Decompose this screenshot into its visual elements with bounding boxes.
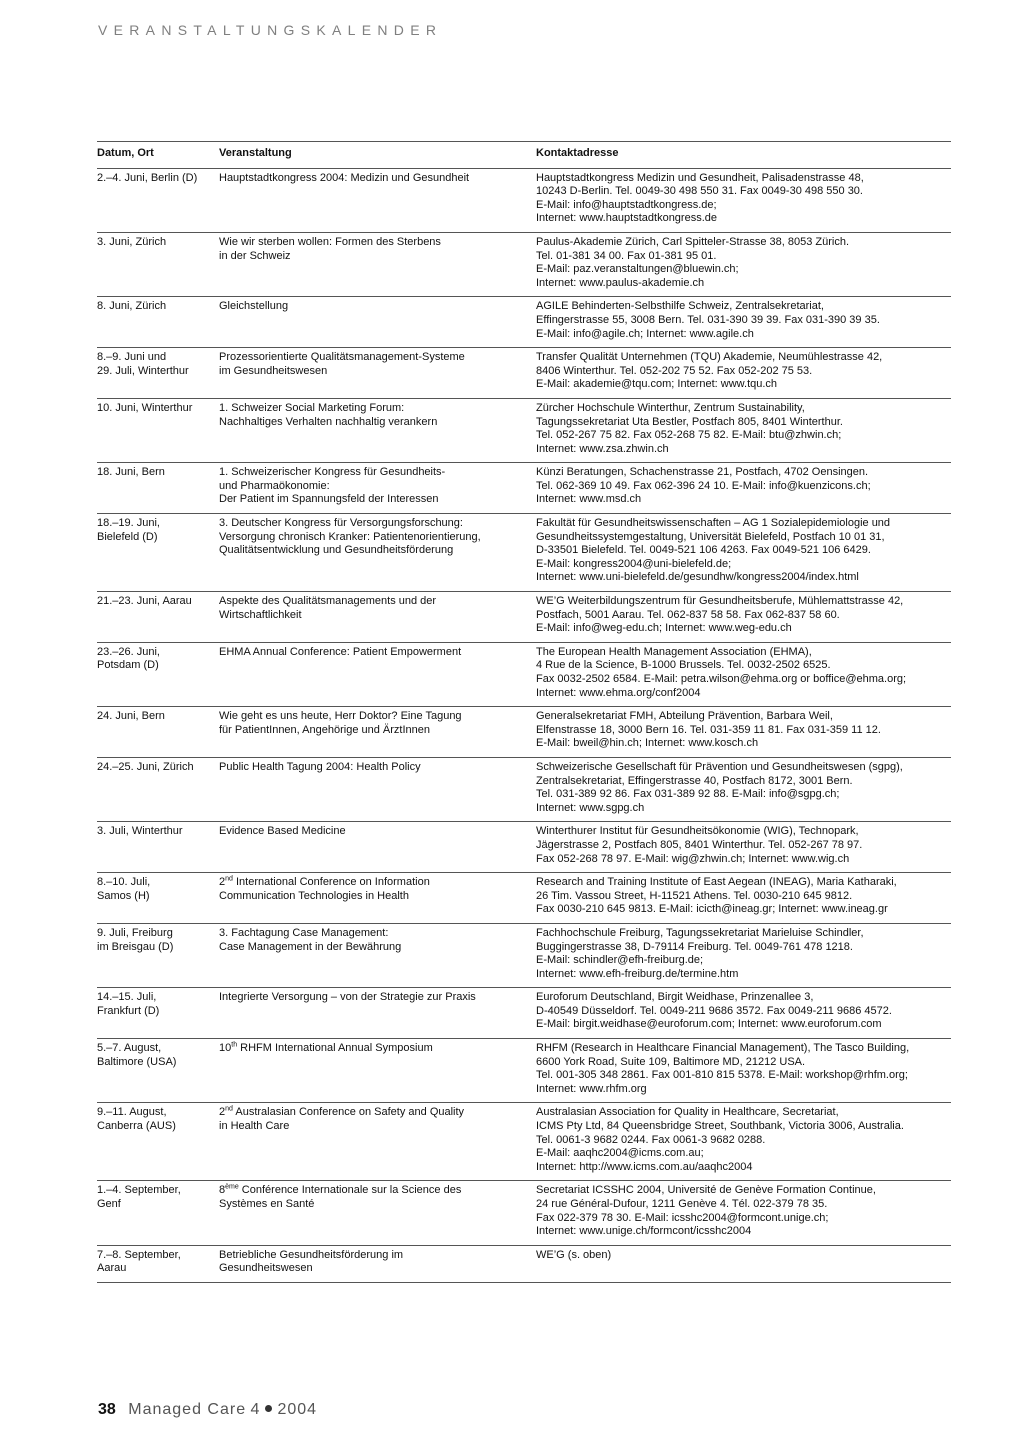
event-calendar-table	[97, 141, 951, 1283]
page-number: 38	[98, 1401, 116, 1418]
event-line	[219, 1262, 536, 1276]
cell-contact	[536, 592, 951, 643]
event-text: Gesundheitswesen	[219, 1262, 313, 1275]
contact-line: Internet: www.zsa.zhwin.ch	[536, 442, 669, 455]
cell-event	[219, 1181, 536, 1245]
contact-line: Transfer Qualität Unternehmen (TQU) Akademie, Neumühlestrasse 42,	[536, 351, 883, 364]
cell-date-location	[97, 398, 219, 462]
contact-line: Tel. 031-389 92 86. Fax 031-389 92 88. E-Mail: info@sgpg.ch;	[536, 788, 840, 801]
cell-date-location	[97, 923, 219, 987]
contact-line: Secretariat ICSSHC 2004, Université de Genève Formation Continue,	[536, 1184, 876, 1197]
event-line	[219, 761, 536, 775]
cell-date-location	[97, 463, 219, 514]
contact-line: Internet: http://www.icms.com.au/aaqhc2004	[536, 1160, 753, 1173]
contact-line: E-Mail: info@weg-edu.ch; Internet: www.weg-edu.ch	[536, 622, 792, 635]
event-text: Conférence Internationale sur la Science des	[238, 1184, 462, 1197]
event-text: Der Patient im Spannungsfeld der Interessen	[219, 493, 439, 506]
date-line: 23.–26. Juni,	[97, 645, 160, 658]
date-line: 10. Juni, Winterthur	[97, 401, 193, 414]
cell-event	[219, 707, 536, 758]
event-line	[219, 365, 536, 379]
ordinal-suffix: ème	[225, 1183, 239, 1191]
separator-dot-icon	[265, 1405, 272, 1412]
contact-line: Tel. 0061-3 9682 0244. Fax 0061-3 9682 0288.	[536, 1133, 766, 1146]
contact-line: D-40549 Düsseldorf. Tel. 0049-211 9686 3572. Fax 0049-211 9686 4572.	[536, 1004, 892, 1017]
event-text: RHFM International Annual Symposium	[237, 1042, 433, 1055]
date-line: 14.–15. Juli,	[97, 991, 157, 1004]
event-text: 3. Fachtagung Case Management:	[219, 926, 389, 939]
contact-line: 24 rue Général-Dufour, 1211 Genève 4. Tél. 022-379 78 35.	[536, 1198, 828, 1210]
contact-line: AGILE Behinderten-Selbsthilfe Schweiz, Zentralsekretariat,	[536, 300, 824, 313]
contact-line: ICMS Pty Ltd, 84 Queensbridge Street, Southbank, Victoria 3006, Australia.	[536, 1120, 904, 1133]
cell-event	[219, 232, 536, 296]
date-line: Baltimore (USA)	[97, 1055, 177, 1068]
contact-line: E-Mail: info@hauptstadtkongress.de;	[536, 198, 717, 211]
contact-line: E-Mail: schindler@efh-freiburg.de;	[536, 954, 704, 967]
event-line	[219, 1106, 536, 1120]
contact-line: Internet: www.rhfm.org	[536, 1082, 647, 1095]
cell-contact	[536, 707, 951, 758]
event-line	[219, 1184, 536, 1198]
event-line	[219, 250, 536, 264]
cell-contact	[536, 463, 951, 514]
cell-event	[219, 168, 536, 232]
contact-line: E-Mail: paz.veranstaltungen@bluewin.ch;	[536, 263, 739, 276]
event-text: Systèmes en Santé	[219, 1198, 315, 1210]
contact-line: Internet: www.ehma.org/conf2004	[536, 686, 701, 699]
magazine-name: Managed Care	[128, 1401, 247, 1418]
date-line: 8. Juni, Zürich	[97, 300, 167, 313]
issue-year: 2004	[277, 1401, 318, 1418]
contact-line: Gesundheitssystemgestaltung, Universität Bielefeld, Postfach 10 01 31,	[536, 530, 885, 543]
event-line	[219, 351, 536, 365]
contact-line: WE’G Weiterbildungszentrum für Gesundheitsberufe, Mühlemattstrasse 42,	[536, 595, 904, 608]
cell-date-location	[97, 297, 219, 348]
contact-line: RHFM (Research in Healthcare Financial Management), The Tasco Building,	[536, 1042, 910, 1055]
date-line: Frankfurt (D)	[97, 1004, 160, 1017]
event-text: Prozessorientierte Qualitätsmanagement-Systeme	[219, 351, 465, 364]
event-text: Gleichstellung	[219, 300, 289, 313]
table-row	[97, 232, 951, 296]
event-text: für PatientInnen, Angehörige und ÄrztInnen	[219, 723, 430, 736]
table-row	[97, 592, 951, 643]
contact-line: Effingerstrasse 55, 3008 Bern. Tel. 031-390 39 39. Fax 031-390 39 35.	[536, 313, 880, 326]
cell-event	[219, 873, 536, 924]
contact-line: Australasian Association for Quality in Healthcare, Secretariat,	[536, 1106, 839, 1119]
event-text: Qualitätsentwicklung und Gesundheitsförderung	[219, 544, 454, 557]
date-line: 8.–9. Juni und	[97, 351, 167, 364]
cell-contact	[536, 514, 951, 592]
cell-date-location	[97, 348, 219, 399]
ordinal-suffix: nd	[225, 875, 233, 883]
header-contact: Kontaktadresse	[536, 142, 951, 169]
contact-line: Tagungssekretariat Uta Bestler, Postfach 805, 8401 Winterthur.	[536, 415, 843, 428]
contact-line: Internet: www.paulus-akademie.ch	[536, 276, 705, 289]
event-text: 1. Schweizerischer Kongress für Gesundheits-	[219, 466, 446, 479]
table-row	[97, 1181, 951, 1245]
event-line	[219, 710, 536, 724]
contact-line: Tel. 01-381 34 00. Fax 01-381 95 01.	[536, 249, 717, 262]
date-line: 1.–4. September,	[97, 1184, 181, 1197]
cell-event	[219, 822, 536, 873]
contact-line: Paulus-Akademie Zürich, Carl Spitteler-Strasse 38, 8053 Zürich.	[536, 235, 850, 248]
cell-event	[219, 297, 536, 348]
event-line	[219, 480, 536, 494]
date-line: 3. Juli, Winterthur	[97, 825, 183, 838]
cell-date-location	[97, 514, 219, 592]
table-body	[97, 168, 951, 1282]
cell-date-location	[97, 757, 219, 821]
date-line: Bielefeld (D)	[97, 530, 158, 543]
table-row	[97, 514, 951, 592]
date-line: 3. Juni, Zürich	[97, 235, 167, 248]
contact-line: The European Health Management Association (EHMA),	[536, 645, 812, 658]
page-footer	[98, 1401, 317, 1419]
event-text: in der Schweiz	[219, 249, 291, 262]
table-row	[97, 923, 951, 987]
cell-date-location	[97, 168, 219, 232]
table-row	[97, 873, 951, 924]
event-text: Hauptstadtkongress 2004: Medizin und Gesundheit	[219, 171, 470, 184]
contact-line: Hauptstadtkongress Medizin und Gesundheit, Palisadenstrasse 48,	[536, 171, 864, 184]
event-text: und Pharmaökonomie:	[219, 479, 330, 492]
ordinal-number: 10	[219, 1042, 232, 1055]
cell-date-location	[97, 592, 219, 643]
cell-contact	[536, 822, 951, 873]
date-line: 24. Juni, Bern	[97, 710, 165, 723]
cell-event	[219, 1245, 536, 1282]
contact-line: Künzi Beratungen, Schachenstrasse 21, Postfach, 4702 Oensingen.	[536, 466, 869, 479]
contact-line: Winterthurer Institut für Gesundheitsökonomie (WIG), Technopark,	[536, 825, 859, 838]
event-line	[219, 876, 536, 890]
cell-date-location	[97, 1103, 219, 1181]
date-line: 24.–25. Juni, Zürich	[97, 760, 194, 773]
cell-event	[219, 757, 536, 821]
event-line	[219, 300, 536, 314]
date-line: 9.–11. August,	[97, 1106, 167, 1119]
date-line: 9. Juli, Freiburg	[97, 926, 173, 939]
contact-line: 10243 D-Berlin. Tel. 0049-30 498 550 31. Fax 0049-30 498 550 30.	[536, 185, 863, 198]
table-row	[97, 1103, 951, 1181]
cell-event	[219, 398, 536, 462]
contact-line: Fax 022-379 78 30. E-Mail: icsshc2004@formcont.unige.ch;	[536, 1211, 829, 1224]
event-text: Case Management in der Bewährung	[219, 940, 402, 953]
event-text: Versorgung chronisch Kranker: Patientenorientierung,	[219, 530, 481, 543]
contact-line: Internet: www.msd.ch	[536, 493, 642, 506]
issue-number: 4	[250, 1401, 261, 1418]
event-text: Communication Technologies in Health	[219, 889, 409, 902]
contact-line: Schweizerische Gesellschaft für Prävention und Gesundheitswesen (sgpg),	[536, 760, 903, 773]
date-line: Genf	[97, 1198, 121, 1210]
cell-event	[219, 988, 536, 1039]
date-line: 21.–23. Juni, Aarau	[97, 595, 192, 608]
contact-line: E-Mail: akademie@tqu.com; Internet: www.tqu.ch	[536, 378, 778, 391]
cell-date-location	[97, 822, 219, 873]
cell-event	[219, 1103, 536, 1181]
event-line	[219, 416, 536, 430]
ordinal-suffix: th	[231, 1041, 238, 1049]
cell-contact	[536, 923, 951, 987]
table-row	[97, 398, 951, 462]
contact-line: 26 Tim. Vassou Street, H-11521 Athens. Tel. 0030-210 645 9812.	[536, 889, 853, 902]
contact-line: Zürcher Hochschule Winterthur, Zentrum Sustainability,	[536, 401, 805, 414]
event-text: 1. Schweizer Social Marketing Forum:	[219, 401, 405, 414]
cell-event	[219, 1039, 536, 1103]
contact-line: 8406 Winterthur. Tel. 052-202 75 52. Fax 052-202 75 53.	[536, 364, 813, 377]
event-text: im Gesundheitswesen	[219, 364, 328, 377]
event-text: Nachhaltiges Verhalten nachhaltig verankern	[219, 415, 438, 428]
cell-contact	[536, 1245, 951, 1282]
cell-event	[219, 642, 536, 706]
contact-line: Postfach, 5001 Aarau. Tel. 062-837 58 58. Fax 062-837 58 60.	[536, 608, 840, 621]
contact-line: Internet: www.sgpg.ch	[536, 801, 645, 814]
ordinal-number: 2	[219, 876, 226, 889]
cell-event	[219, 348, 536, 399]
event-text: Betriebliche Gesundheitsförderung im	[219, 1248, 404, 1261]
date-line: 18.–19. Juni,	[97, 517, 160, 530]
table-row	[97, 463, 951, 514]
contact-line: Euroforum Deutschland, Birgit Weidhase, Prinzenallee 3,	[536, 991, 814, 1004]
contact-line: Jägerstrasse 2, Postfach 805, 8401 Winterthur. Tel. 052-267 78 97.	[536, 838, 863, 851]
cell-contact	[536, 1181, 951, 1245]
contact-line: Fachhochschule Freiburg, Tagungssekretariat Marieluise Schindler,	[536, 926, 864, 939]
cell-event	[219, 463, 536, 514]
cell-contact	[536, 297, 951, 348]
event-line	[219, 1120, 536, 1134]
event-line	[219, 825, 536, 839]
table-row	[97, 348, 951, 399]
date-line: Samos (H)	[97, 889, 150, 902]
cell-contact	[536, 168, 951, 232]
cell-date-location	[97, 232, 219, 296]
cell-date-location	[97, 1245, 219, 1282]
event-line	[219, 544, 536, 558]
table-row	[97, 1039, 951, 1103]
event-line	[219, 595, 536, 609]
event-text: International Conference on Information	[232, 876, 430, 889]
event-text: Integrierte Versorgung – von der Strategie zur Praxis	[219, 991, 476, 1004]
cell-contact	[536, 398, 951, 462]
table-row	[97, 168, 951, 232]
cell-contact	[536, 1103, 951, 1181]
contact-line: D-33501 Bielefeld. Tel. 0049-521 106 4263. Fax 0049-521 106 6429.	[536, 544, 871, 557]
event-line	[219, 531, 536, 545]
contact-line: Internet: www.unige.ch/formcont/icsshc2004	[536, 1225, 752, 1238]
cell-contact	[536, 642, 951, 706]
event-line	[219, 466, 536, 480]
contact-line: E-Mail: bweil@hin.ch; Internet: www.kosch.ch	[536, 737, 759, 750]
contact-line: E-Mail: kongress2004@uni-bielefeld.de;	[536, 557, 732, 570]
contact-line: Fax 0032-2502 6584. E-Mail: petra.wilson@ehma.org or boffice@ehma.org;	[536, 673, 907, 685]
table-header-row	[97, 142, 951, 169]
date-line: 29. Juli, Winterthur	[97, 364, 189, 377]
contact-line: E-Mail: info@agile.ch; Internet: www.agile.ch	[536, 327, 754, 340]
header-event: Veranstaltung	[219, 142, 536, 169]
event-line	[219, 1249, 536, 1263]
event-text: Wie geht es uns heute, Herr Doktor? Eine Tagung	[219, 710, 462, 723]
contact-line: 6600 York Road, Suite 109, Baltimore MD, 21212 USA.	[536, 1055, 806, 1068]
ordinal-number: 8	[219, 1184, 226, 1197]
cell-date-location	[97, 1039, 219, 1103]
event-text: Wirtschaftlichkeit	[219, 608, 302, 621]
date-line: Potsdam (D)	[97, 659, 159, 672]
contact-line: Fax 0030-210 645 9813. E-Mail: icicth@ineag.gr; Internet: www.ineag.gr	[536, 903, 888, 916]
cell-event	[219, 592, 536, 643]
cell-event	[219, 514, 536, 592]
ordinal-number: 2	[219, 1106, 226, 1119]
event-line	[219, 646, 536, 660]
contact-line: Internet: www.efh-freiburg.de/termine.htm	[536, 967, 739, 980]
contact-line: E-Mail: birgit.weidhase@euroforum.com; Internet: www.euroforum.com	[536, 1018, 882, 1031]
cell-date-location	[97, 1181, 219, 1245]
cell-date-location	[97, 988, 219, 1039]
cell-event	[219, 923, 536, 987]
event-line	[219, 402, 536, 416]
event-text: Australasian Conference on Safety and Quality	[232, 1106, 465, 1119]
event-text: EHMA Annual Conference: Patient Empowerment	[219, 645, 462, 658]
table-row	[97, 297, 951, 348]
cell-date-location	[97, 642, 219, 706]
contact-line: Internet: www.uni-bielefeld.de/gesundhw/kongress2004/index.html	[536, 571, 859, 584]
date-line: 18. Juni, Bern	[97, 466, 165, 479]
table-row	[97, 1245, 951, 1282]
event-line	[219, 609, 536, 623]
date-line: im Breisgau (D)	[97, 940, 174, 953]
cell-contact	[536, 1039, 951, 1103]
event-text: Public Health Tagung 2004: Health Policy	[219, 760, 421, 773]
table-row	[97, 757, 951, 821]
cell-contact	[536, 348, 951, 399]
contact-line: Research and Training Institute of East Aegean (INEAG), Maria Katharaki,	[536, 876, 897, 889]
contact-line: WE’G (s. oben)	[536, 1248, 612, 1261]
table-row	[97, 707, 951, 758]
event-line	[219, 890, 536, 904]
event-line	[219, 1198, 536, 1212]
date-line: 7.–8. September,	[97, 1248, 181, 1261]
event-text: Aspekte des Qualitätsmanagements und der	[219, 595, 437, 608]
date-line: Canberra (AUS)	[97, 1120, 176, 1133]
contact-line: Tel. 062-369 10 49. Fax 062-396 24 10. E-Mail: info@kuenzicons.ch;	[536, 479, 871, 492]
table-row	[97, 988, 951, 1039]
event-line	[219, 172, 536, 186]
event-line	[219, 493, 536, 507]
contact-line: Internet: www.hauptstadtkongress.de	[536, 212, 717, 225]
event-text: Evidence Based Medicine	[219, 825, 346, 838]
cell-date-location	[97, 707, 219, 758]
cell-contact	[536, 988, 951, 1039]
contact-line: Zentralsekretariat, Effingerstrasse 40, Postfach 8172, 3001 Bern.	[536, 774, 853, 787]
event-line	[219, 236, 536, 250]
event-line	[219, 724, 536, 738]
event-text: in Health Care	[219, 1120, 290, 1133]
date-line: 5.–7. August,	[97, 1042, 162, 1055]
table-row	[97, 822, 951, 873]
cell-date-location	[97, 873, 219, 924]
contact-line: Generalsekretariat FMH, Abteilung Prävention, Barbara Weil,	[536, 710, 833, 723]
table-row	[97, 642, 951, 706]
date-line: 8.–10. Juli,	[97, 876, 151, 889]
event-line	[219, 941, 536, 955]
contact-line: Elfenstrasse 18, 3000 Bern 16. Tel. 031-359 11 81. Fax 031-359 11 12.	[536, 723, 881, 736]
contact-line: Fakultät für Gesundheitswissenschaften – AG 1 Sozialepidemiologie und	[536, 517, 891, 530]
contact-line: Tel. 052-267 75 82. Fax 052-268 75 82. E-Mail: btu@zhwin.ch;	[536, 429, 842, 442]
contact-line: Fax 052-268 78 97. E-Mail: wig@zhwin.ch; Internet: www.wig.ch	[536, 852, 850, 865]
event-text: 3. Deutscher Kongress für Versorgungsforschung:	[219, 517, 463, 530]
contact-line: Buggingerstrasse 38, D-79114 Freiburg. Tel. 0049-761 478 1218.	[536, 940, 853, 953]
contact-line: E-Mail: aaqhc2004@icms.com.au;	[536, 1147, 704, 1160]
cell-contact	[536, 232, 951, 296]
date-line: Aarau	[97, 1262, 127, 1275]
section-title: VERANSTALTUNGSKALENDER	[98, 22, 443, 38]
event-line	[219, 1042, 536, 1056]
event-line	[219, 517, 536, 531]
ordinal-suffix: nd	[225, 1105, 233, 1113]
event-text: Wie wir sterben wollen: Formen des Sterbens	[219, 235, 441, 248]
contact-line: Tel. 001-305 348 2861. Fax 001-810 815 5378. E-Mail: workshop@rhfm.org;	[536, 1069, 908, 1082]
cell-contact	[536, 873, 951, 924]
contact-line: 4 Rue de la Science, B-1000 Brussels. Tel. 0032-2502 6525.	[536, 659, 831, 672]
event-line	[219, 927, 536, 941]
header-date-location: Datum, Ort	[97, 142, 219, 169]
date-line: 2.–4. Juni, Berlin (D)	[97, 171, 198, 184]
cell-contact	[536, 757, 951, 821]
event-line	[219, 991, 536, 1005]
